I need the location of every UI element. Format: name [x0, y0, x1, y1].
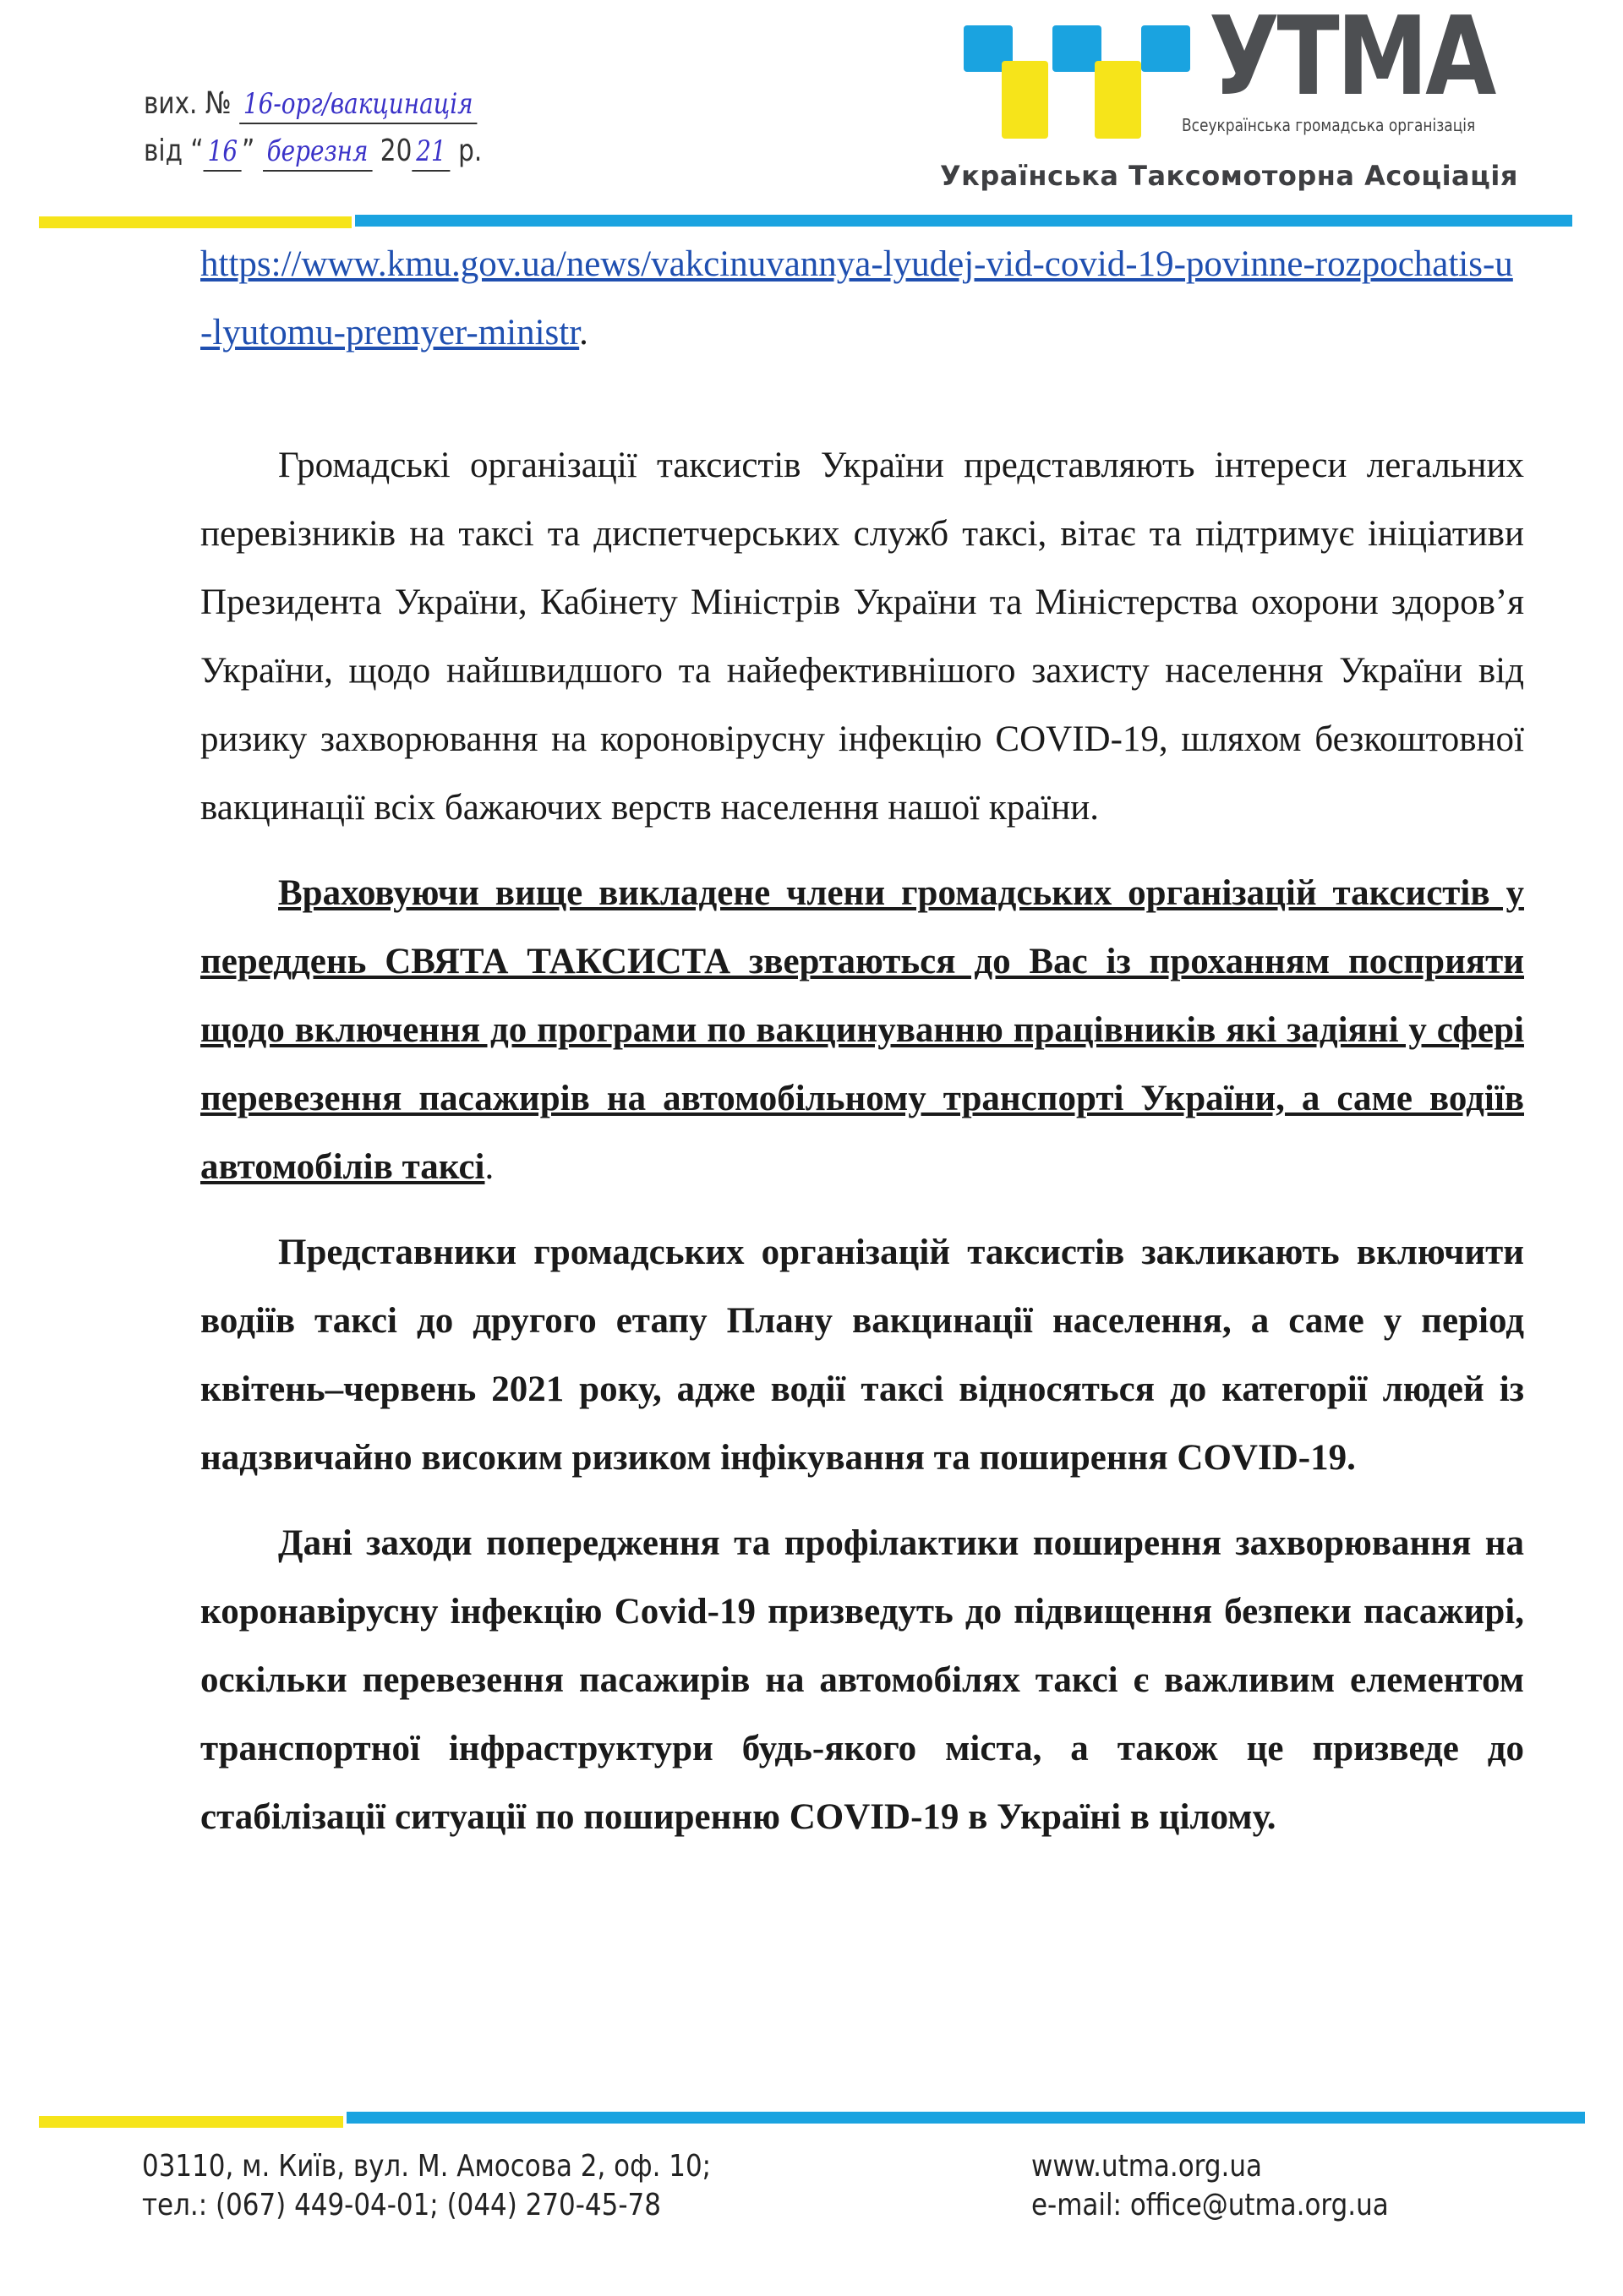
footer-phones: тел.: (067) 449-04-01; (044) 270-45-78	[142, 2188, 661, 2222]
link-end: .	[579, 313, 588, 353]
date-day: 16	[204, 133, 242, 172]
top-stripe-yellow	[39, 216, 352, 228]
paragraph-4: Дані заходи попередження та профілактики поширення захворювання на коронавірусну інфекцію Covid-19 призведуть до підвищення безпеки пасажирі, оскільки перевезення пасажирів на автомобілях таксі є важливим елементом транспортної інфраструктури будь-якого міста, а також це призведе до стабілізації ситуації по поширенню COVID-19 в Україні в цілому.	[200, 1523, 1524, 1837]
paragraph-2-end: .	[484, 1147, 495, 1187]
paragraph-1: Громадські організації таксистів України представляють інтереси легальних перевізників на таксі та диспетчерських служб таксі, вітає та підтримує ініціативи Президента України, Кабінету Міністрів України та Міністерства охорони здоров’я України, щодо найшвидшого та найефективнішого захисту населення України від ризику захворювання на короновірусну інфекцію COVID-19, шляхом безкоштовної вакцинації всіх бажаючих верств населення нашої країни.	[200, 446, 1524, 828]
bottom-stripe-yellow	[39, 2116, 343, 2128]
footer-website[interactable]: www.utma.org.ua	[1031, 2149, 1262, 2184]
letter-body	[200, 431, 1524, 1851]
footer-contacts-left	[142, 2147, 711, 2225]
source-link-block	[200, 230, 1524, 367]
ref-number-handwritten: 16-орг/вакцинація	[239, 85, 478, 124]
bottom-stripe-blue	[347, 2112, 1585, 2124]
logo-subtitle: Всеукраїнська громадська організація	[1182, 115, 1476, 135]
date-suffix: р.	[458, 134, 483, 168]
date-prefix: від	[144, 134, 183, 168]
paragraph-3: Представники громадських організацій таксистів закликають включити водіїв таксі до другого етапу Плану вакцинації населення, а саме у період квітень–червень 2021 року, адже водії таксі відносяться до категорії людей із надзвичайно високим ризиком інфікування та поширення COVID-19.	[200, 1233, 1524, 1478]
date-month: березня	[263, 133, 373, 172]
date-year-prefix: 20	[380, 134, 413, 168]
top-stripe-blue	[355, 215, 1572, 227]
ref-label: вих. №	[144, 86, 232, 121]
footer-contacts-right	[1031, 2147, 1389, 2225]
organization-name: Українська Таксомоторна Асоціація	[940, 160, 1518, 192]
utma-logo	[964, 0, 1513, 137]
source-link[interactable]: https://www.kmu.gov.ua/news/vakcinuvannya-lyudej-vid-covid-19-povinne-rozpochatis-u-lyutomu-premyer-ministr	[200, 244, 1513, 353]
outgoing-reference: вих. № 16-орг/вакцинація від “ 16 ” березня 20 21 р.	[144, 80, 482, 175]
paragraph-2: Враховуючи вище викладене члени громадських організацій таксистів у переддень СВЯТА ТАКСИСТА звертаються до Вас із проханням посприяти щодо включення до програми по вакцинуванню працівників які задіяні у сфері перевезення пасажирів на автомобільному транспорті України, а саме водіїв автомобілів таксі	[200, 873, 1524, 1187]
footer-email[interactable]: e-mail: office@utma.org.ua	[1031, 2188, 1389, 2222]
logo-text: УТМА	[1209, 0, 1494, 120]
date-year: 21	[412, 133, 450, 172]
footer-address: 03110, м. Київ, вул. М. Амосова 2, оф. 10;	[142, 2149, 712, 2184]
